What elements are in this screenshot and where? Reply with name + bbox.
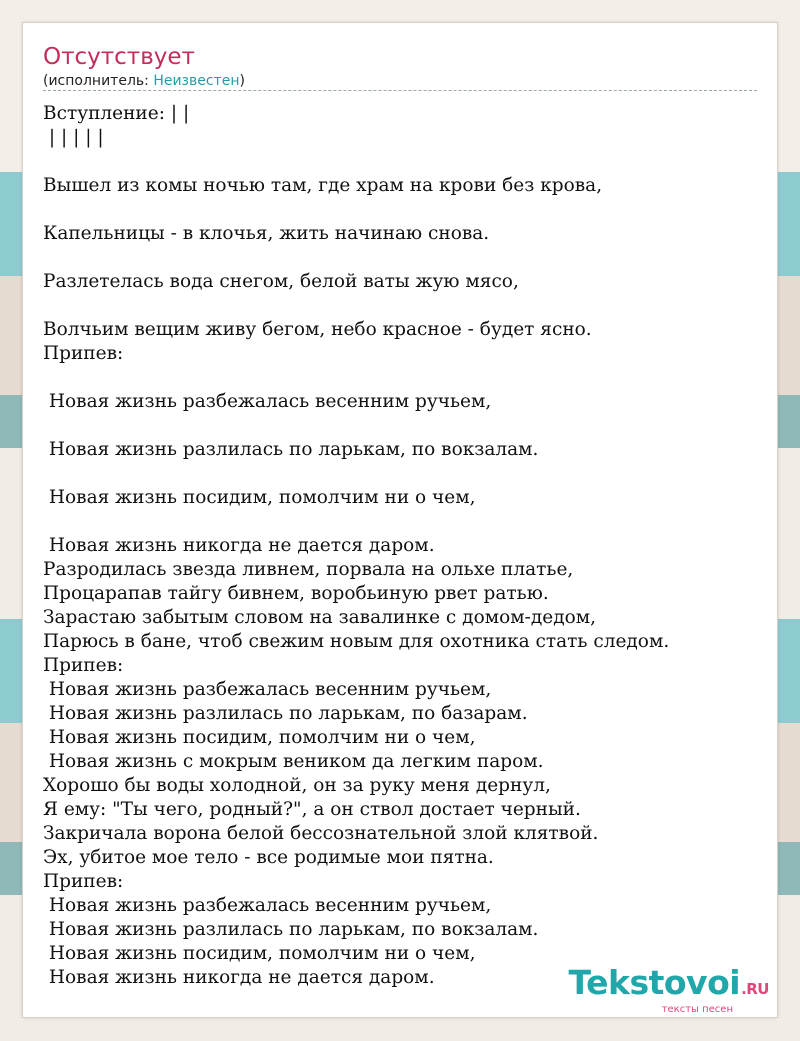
lyric-line: Новая жизнь посидим, помолчим ни о чем,: [43, 727, 476, 748]
lyric-line: Новая жизнь посидим, помолчим ни о чем,: [43, 943, 476, 964]
lyric-line: [43, 294, 767, 318]
lyric-line: Новая жизнь с мокрым веником да легким паром.: [43, 751, 544, 772]
artist-prefix: (исполнитель:: [43, 73, 154, 89]
lyric-line: [43, 366, 767, 390]
lyric-line: Зарастаю забытым словом на завалинке с домом-дедом,: [43, 607, 597, 628]
lyrics-text: [43, 102, 767, 990]
lyric-line: [43, 198, 767, 222]
artist-suffix: ): [239, 73, 245, 89]
lyrics-card: [22, 22, 778, 1018]
lyric-line: [43, 510, 767, 534]
lyric-line: | | | | |: [43, 127, 104, 148]
logo-tld: .RU: [741, 980, 769, 998]
lyric-line: Новая жизнь никогда не дается даром.: [43, 967, 435, 988]
lyric-line: [43, 150, 767, 174]
logo-wordmark: [569, 965, 769, 1007]
lyric-line: [43, 246, 767, 270]
logo-name: Tekstovoi: [568, 963, 741, 1002]
lyric-line: [43, 462, 767, 486]
divider: [43, 90, 757, 91]
lyric-line: Новая жизнь разбежалась весенним ручьем,: [43, 679, 492, 700]
lyric-line: Я ему: "Ты чего, родный?", а он ствол достает черный.: [43, 799, 581, 820]
song-title: Отсутствует: [43, 44, 195, 70]
artist-line: [43, 72, 245, 90]
lyric-line: Закричала ворона белой бессознательной злой клятвой.: [43, 823, 599, 844]
lyric-line: Припев:: [43, 343, 124, 364]
lyric-line: Припев:: [43, 655, 124, 676]
lyric-line: Вступление: | |: [43, 103, 190, 124]
lyric-line: Припев:: [43, 871, 124, 892]
lyric-line: Новая жизнь посидим, помолчим ни о чем,: [43, 487, 476, 508]
lyric-line: Разлетелась вода снегом, белой ваты жую мясо,: [43, 271, 519, 292]
lyric-line: Новая жизнь разлилась по ларькам, по вокзалам.: [43, 919, 539, 940]
artist-link[interactable]: Неизвестен: [153, 73, 240, 89]
lyric-line: Новая жизнь разбежалась весенним ручьем,: [43, 391, 492, 412]
lyric-line: Парюсь в бане, чтоб свежим новым для охотника стать следом.: [43, 631, 670, 652]
lyric-line: [43, 414, 767, 438]
lyric-line: Волчьим вещим живу бегом, небо красное - будет ясно.: [43, 319, 592, 340]
lyric-line: Новая жизнь никогда не дается даром.: [43, 535, 435, 556]
lyric-line: Эх, убитое мое тело - все родимые мои пятна.: [43, 847, 494, 868]
lyric-line: Разродилась звезда ливнем, порвала на ольхе платье,: [43, 559, 574, 580]
site-logo[interactable]: [569, 965, 769, 1015]
lyric-line: Новая жизнь разбежалась весенним ручьем,: [43, 895, 492, 916]
logo-tagline: тексты песен: [661, 1004, 733, 1015]
lyric-line: Новая жизнь разлилась по ларькам, по вокзалам.: [43, 439, 539, 460]
lyric-line: Новая жизнь разлилась по ларькам, по базарам.: [43, 703, 528, 724]
lyric-line: Процарапав тайгу бивнем, воробьиную рвет ратью.: [43, 583, 549, 604]
lyric-line: Капельницы - в клочья, жить начинаю снова.: [43, 223, 490, 244]
lyric-line: Вышел из комы ночью там, где храм на крови без крова,: [43, 175, 603, 196]
lyric-line: Хорошо бы воды холодной, он за руку меня дернул,: [43, 775, 551, 796]
